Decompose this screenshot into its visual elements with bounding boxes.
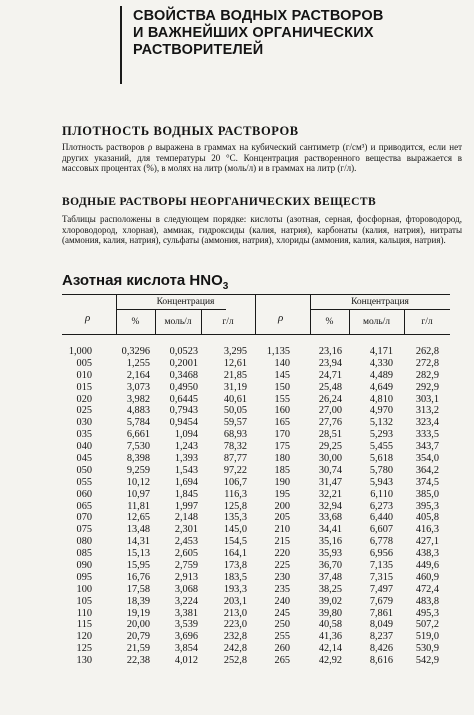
table-cell: 1,543 xyxy=(174,464,198,476)
table-cell: 4,970 xyxy=(369,405,393,417)
table-cell: 5,132 xyxy=(369,417,393,429)
table-cell: 0,9454 xyxy=(169,417,198,429)
table-cell: 6,440 xyxy=(369,512,393,524)
table-top-rule xyxy=(62,294,450,295)
table-cell: 26,24 xyxy=(318,393,342,405)
table-cell: 1,135 xyxy=(266,346,290,357)
table-cell: 12,65 xyxy=(126,512,150,524)
table-cell: 150 xyxy=(274,381,290,393)
table-cell: 39,02 xyxy=(318,595,342,607)
table-cell: 210 xyxy=(274,524,290,536)
table-cell: 42,92 xyxy=(318,655,342,667)
table-cell: 272,8 xyxy=(415,357,439,369)
table-cell: 16,76 xyxy=(126,571,150,583)
table-cell: 8,616 xyxy=(369,655,393,667)
table-cell: 115 xyxy=(76,619,92,631)
table-cell: 36,70 xyxy=(318,560,342,572)
gl-header-left: г/л xyxy=(222,317,234,327)
table-cell: 100 xyxy=(76,583,92,595)
table-cell: 125,8 xyxy=(223,500,247,512)
concentration-header-right: Концентрация xyxy=(351,297,409,307)
table-cell: 483,8 xyxy=(415,595,439,607)
table-cell: 21,59 xyxy=(126,643,150,655)
table-cell: 175 xyxy=(274,441,290,453)
table-cell: 13,48 xyxy=(126,524,150,536)
table-cell: 5,943 xyxy=(369,476,393,488)
table-cell: 97,22 xyxy=(223,464,247,476)
table-cell: 32,21 xyxy=(318,488,342,500)
table-cell: 145 xyxy=(274,369,290,381)
table-cell: 215 xyxy=(274,536,290,548)
table-cell: 0,3296 xyxy=(121,346,150,357)
table-cell: 7,135 xyxy=(369,560,393,572)
table-cell: 27,00 xyxy=(318,405,342,417)
table-cell: 38,25 xyxy=(318,583,342,595)
table-cell: 1,393 xyxy=(174,453,198,465)
table-cell: 090 xyxy=(76,560,92,572)
table-cell: 4,489 xyxy=(369,369,393,381)
rho-header-left: ρ xyxy=(85,312,91,324)
table-cell: 374,5 xyxy=(415,476,439,488)
gl-column-right xyxy=(404,346,439,667)
table-cell: 1,094 xyxy=(174,429,198,441)
table-cell: 29,25 xyxy=(318,441,342,453)
table-cell: 155 xyxy=(274,393,290,405)
table-cell: 0,3468 xyxy=(169,369,198,381)
table-cell: 225 xyxy=(274,560,290,572)
table-cell: 145,0 xyxy=(223,524,247,536)
table-cell: 28,51 xyxy=(318,429,342,441)
intro-paragraph: Плотность растворов ρ выражена в граммах на кубический сантиметр (г/см³) и приводится, если нет других указаний, для температуры 20 °С. Концентрация растворенного вещества выражается в массовых процентах (%), в молях на литр (моль/л) и в граммах на литр (г/л). xyxy=(62,142,462,173)
table-cell: 6,607 xyxy=(369,524,393,536)
table-cell: 21,85 xyxy=(223,369,247,381)
table-cell: 135,3 xyxy=(223,512,247,524)
table-cell: 2,759 xyxy=(174,560,198,572)
percent-column-left xyxy=(110,346,150,667)
table-cell: 6,661 xyxy=(126,429,150,441)
table-cell: 354,0 xyxy=(415,453,439,465)
table-cell: 87,77 xyxy=(223,453,247,465)
table-cell: 303,1 xyxy=(415,393,439,405)
table-cell: 185 xyxy=(274,464,290,476)
table-cell: 035 xyxy=(76,429,92,441)
table-cell: 313,2 xyxy=(415,405,439,417)
mol-header-left: моль/л xyxy=(164,317,192,327)
table-cell: 070 xyxy=(76,512,92,524)
table-cell: 3,982 xyxy=(126,393,150,405)
table-cell: 075 xyxy=(76,524,92,536)
table-cell: 235 xyxy=(274,583,290,595)
table-cell: 59,57 xyxy=(223,417,247,429)
table-cell: 065 xyxy=(76,500,92,512)
table-cell: 232,8 xyxy=(223,631,247,643)
table-cell: 223,0 xyxy=(223,619,247,631)
table-cell: 3,854 xyxy=(174,643,198,655)
table-cell: 200 xyxy=(274,500,290,512)
table-cell: 030 xyxy=(76,417,92,429)
table-cell: 23,16 xyxy=(318,346,342,357)
table-cell: 15,95 xyxy=(126,560,150,572)
table-cell: 30,74 xyxy=(318,464,342,476)
table-cell: 7,861 xyxy=(369,607,393,619)
table-cell: 449,6 xyxy=(415,560,439,572)
table-cell: 78,32 xyxy=(223,441,247,453)
table-cell: 12,61 xyxy=(223,357,247,369)
table-cell: 005 xyxy=(76,357,92,369)
table-cell: 250 xyxy=(274,619,290,631)
table-cell: 164,1 xyxy=(223,548,247,560)
table-cell: 080 xyxy=(76,536,92,548)
table-cell: 519,0 xyxy=(415,631,439,643)
table-cell: 5,293 xyxy=(369,429,393,441)
table-cell: 220 xyxy=(274,548,290,560)
table-cell: 195 xyxy=(274,488,290,500)
table-cell: 323,4 xyxy=(415,417,439,429)
table-cell: 2,148 xyxy=(174,512,198,524)
table-cell: 427,1 xyxy=(415,536,439,548)
table-cell: 472,4 xyxy=(415,583,439,595)
table-cell: 260 xyxy=(274,643,290,655)
table-cell: 262,8 xyxy=(415,346,439,357)
table-cell: 2,913 xyxy=(174,571,198,583)
table-cell: 4,012 xyxy=(174,655,198,667)
table-cell: 8,426 xyxy=(369,643,393,655)
table-cell: 3,073 xyxy=(126,381,150,393)
chapter-title-line: СВОЙСТВА ВОДНЫХ РАСТВОРОВ xyxy=(133,8,384,24)
col-divider xyxy=(255,294,256,334)
table-cell: 7,530 xyxy=(126,441,150,453)
table-cell: 35,93 xyxy=(318,548,342,560)
table-cell: 5,618 xyxy=(369,453,393,465)
table-cell: 39,80 xyxy=(318,607,342,619)
table-cell: 15,13 xyxy=(126,548,150,560)
concentration-rule-left xyxy=(116,309,226,310)
table-title-subscript: 3 xyxy=(222,281,229,292)
table-cell: 0,0523 xyxy=(169,346,198,357)
table-cell: 416,3 xyxy=(415,524,439,536)
table-cell: 245 xyxy=(274,607,290,619)
table-cell: 3,295 xyxy=(223,346,247,357)
table-cell: 0,2001 xyxy=(169,357,198,369)
table-cell: 7,497 xyxy=(369,583,393,595)
table-cell: 385,0 xyxy=(415,488,439,500)
percent-header-right: % xyxy=(325,317,334,327)
table-cell: 31,47 xyxy=(318,476,342,488)
table-cell: 193,3 xyxy=(223,583,247,595)
table-cell: 040 xyxy=(76,441,92,453)
table-cell: 230 xyxy=(274,571,290,583)
table-cell: 060 xyxy=(76,488,92,500)
table-cell: 542,9 xyxy=(415,655,439,667)
table-cell: 3,696 xyxy=(174,631,198,643)
table-cell: 24,71 xyxy=(318,369,342,381)
table-cell: 3,068 xyxy=(174,583,198,595)
table-cell: 507,2 xyxy=(415,619,439,631)
table-cell: 22,38 xyxy=(126,655,150,667)
table-cell: 40,58 xyxy=(318,619,342,631)
table-cell: 37,48 xyxy=(318,571,342,583)
table-cell: 5,780 xyxy=(369,464,393,476)
table-cell: 116,3 xyxy=(224,488,247,500)
table-cell: 5,455 xyxy=(369,441,393,453)
table-cell: 0,6445 xyxy=(169,393,198,405)
table-cell: 183,5 xyxy=(223,571,247,583)
table-cell: 205 xyxy=(274,512,290,524)
table-cell: 33,68 xyxy=(318,512,342,524)
table-cell: 495,3 xyxy=(415,607,439,619)
table-cell: 7,315 xyxy=(369,571,393,583)
table-cell: 190 xyxy=(274,476,290,488)
table-cell: 4,649 xyxy=(369,381,393,393)
table-cell: 11,81 xyxy=(127,500,150,512)
table-cell: 438,3 xyxy=(415,548,439,560)
table-cell: 180 xyxy=(274,453,290,465)
table-cell: 8,049 xyxy=(369,619,393,631)
table-cell: 292,9 xyxy=(415,381,439,393)
table-cell: 055 xyxy=(76,476,92,488)
table-cell: 14,31 xyxy=(126,536,150,548)
table-cell: 140 xyxy=(274,357,290,369)
table-cell: 045 xyxy=(76,453,92,465)
chapter-title xyxy=(133,8,463,59)
table-cell: 1,000 xyxy=(68,346,92,357)
table-cell: 240 xyxy=(274,595,290,607)
table-cell: 20,79 xyxy=(126,631,150,643)
percent-column-right xyxy=(306,346,342,667)
table-cell: 213,0 xyxy=(223,607,247,619)
order-paragraph: Таблицы расположены в следующем порядке: кислоты (азотная, серная, фосфорная, фтороводород, хлороводород, хлорная), аммиак, гидроксиды (калия, натрия), карбонаты (калия, натрия), нитраты (аммония, калия, натрия), сульфаты (аммония, натрия), хлориды (аммония, калия, кальция, натрия). xyxy=(62,214,462,245)
table-cell: 8,237 xyxy=(369,631,393,643)
mol-column-left xyxy=(155,346,198,667)
table-cell: 9,259 xyxy=(126,464,150,476)
table-cell: 125 xyxy=(76,643,92,655)
table-cell: 165 xyxy=(274,417,290,429)
chapter-title-line: РАСТВОРИТЕЛЕЙ xyxy=(133,42,264,58)
table-cell: 255 xyxy=(274,631,290,643)
table-cell: 1,694 xyxy=(174,476,198,488)
mol-column-right xyxy=(351,346,393,667)
table-cell: 30,00 xyxy=(318,453,342,465)
percent-header-left: % xyxy=(131,317,140,327)
table-cell: 3,539 xyxy=(174,619,198,631)
table-cell: 31,19 xyxy=(223,381,247,393)
table-cell: 460,9 xyxy=(415,571,439,583)
table-cell: 68,93 xyxy=(223,429,247,441)
table-cell: 42,14 xyxy=(318,643,342,655)
table-cell: 10,97 xyxy=(126,488,150,500)
gl-header-right: г/л xyxy=(421,317,433,327)
subsection-title: ВОДНЫЕ РАСТВОРЫ НЕОРГАНИЧЕСКИХ ВЕЩЕСТВ xyxy=(62,196,377,208)
table-cell: 35,16 xyxy=(318,536,342,548)
section-title: ПЛОТНОСТЬ ВОДНЫХ РАСТВОРОВ xyxy=(62,124,299,138)
table-cell: 282,9 xyxy=(415,369,439,381)
table-cell: 173,8 xyxy=(223,560,247,572)
table-cell: 095 xyxy=(76,571,92,583)
table-cell: 40,61 xyxy=(223,393,247,405)
table-cell: 050 xyxy=(76,464,92,476)
table-cell: 4,810 xyxy=(369,393,393,405)
table-cell: 395,3 xyxy=(415,500,439,512)
table-cell: 34,41 xyxy=(318,524,342,536)
table-cell: 265 xyxy=(274,655,290,667)
table-cell: 18,39 xyxy=(126,595,150,607)
table-cell: 333,5 xyxy=(415,429,439,441)
mol-header-right: моль/л xyxy=(362,317,391,327)
table-cell: 154,5 xyxy=(223,536,247,548)
table-cell: 130 xyxy=(76,655,92,667)
table-cell: 203,1 xyxy=(223,595,247,607)
table-cell: 10,12 xyxy=(126,476,150,488)
table-cell: 32,94 xyxy=(318,500,342,512)
table-cell: 3,381 xyxy=(174,607,198,619)
table-cell: 1,255 xyxy=(126,357,150,369)
gl-column-left xyxy=(201,346,247,667)
table-cell: 015 xyxy=(76,381,92,393)
table-cell: 4,171 xyxy=(369,346,393,357)
table-cell: 5,784 xyxy=(126,417,150,429)
table-cell: 2,164 xyxy=(126,369,150,381)
concentration-header-left: Концентрация xyxy=(156,297,215,307)
table-cell: 20,00 xyxy=(126,619,150,631)
table-cell: 1,845 xyxy=(174,488,198,500)
chapter-title-line: И ВАЖНЕЙШИХ ОРГАНИЧЕСКИХ xyxy=(133,25,374,41)
table-cell: 0,4950 xyxy=(169,381,198,393)
table-cell: 105 xyxy=(76,595,92,607)
table-cell: 364,2 xyxy=(415,464,439,476)
table-cell: 6,110 xyxy=(370,488,393,500)
table-cell: 1,243 xyxy=(174,441,198,453)
table-cell: 50,05 xyxy=(223,405,247,417)
table-cell: 19,19 xyxy=(126,607,150,619)
table-cell: 106,7 xyxy=(223,476,247,488)
table-cell: 160 xyxy=(274,405,290,417)
table-cell: 27,76 xyxy=(318,417,342,429)
chapter-rule xyxy=(120,6,122,84)
table-cell: 170 xyxy=(274,429,290,441)
rho-column-right xyxy=(258,346,290,667)
table-cell: 120 xyxy=(76,631,92,643)
table-cell: 2,453 xyxy=(174,536,198,548)
table-cell: 020 xyxy=(76,393,92,405)
table-cell: 6,273 xyxy=(369,500,393,512)
header-bottom-rule xyxy=(62,334,450,335)
table-title-text: Азотная кислота HNO xyxy=(62,272,223,289)
table-cell: 2,605 xyxy=(174,548,198,560)
table-cell: 405,8 xyxy=(415,512,439,524)
table-cell: 17,58 xyxy=(126,583,150,595)
table-cell: 6,778 xyxy=(369,536,393,548)
table-cell: 25,48 xyxy=(318,381,342,393)
table-cell: 010 xyxy=(76,369,92,381)
table-cell: 41,36 xyxy=(318,631,342,643)
table-title xyxy=(62,272,228,292)
table-cell: 1,997 xyxy=(174,500,198,512)
table-cell: 2,301 xyxy=(174,524,198,536)
table-cell: 6,956 xyxy=(369,548,393,560)
table-cell: 085 xyxy=(76,548,92,560)
concentration-rule-right xyxy=(310,309,450,310)
rho-column-left xyxy=(62,346,92,667)
table-cell: 0,7943 xyxy=(169,405,198,417)
table-cell: 242,8 xyxy=(223,643,247,655)
table-cell: 23,94 xyxy=(318,357,342,369)
table-cell: 110 xyxy=(76,607,92,619)
table-cell: 343,7 xyxy=(415,441,439,453)
table-cell: 7,679 xyxy=(369,595,393,607)
table-cell: 8,398 xyxy=(126,453,150,465)
table-cell: 025 xyxy=(76,405,92,417)
table-cell: 252,8 xyxy=(223,655,247,667)
rho-header-right: ρ xyxy=(278,312,284,324)
table-cell: 3,224 xyxy=(174,595,198,607)
table-cell: 530,9 xyxy=(415,643,439,655)
table-cell: 4,330 xyxy=(369,357,393,369)
table-cell: 4,883 xyxy=(126,405,150,417)
